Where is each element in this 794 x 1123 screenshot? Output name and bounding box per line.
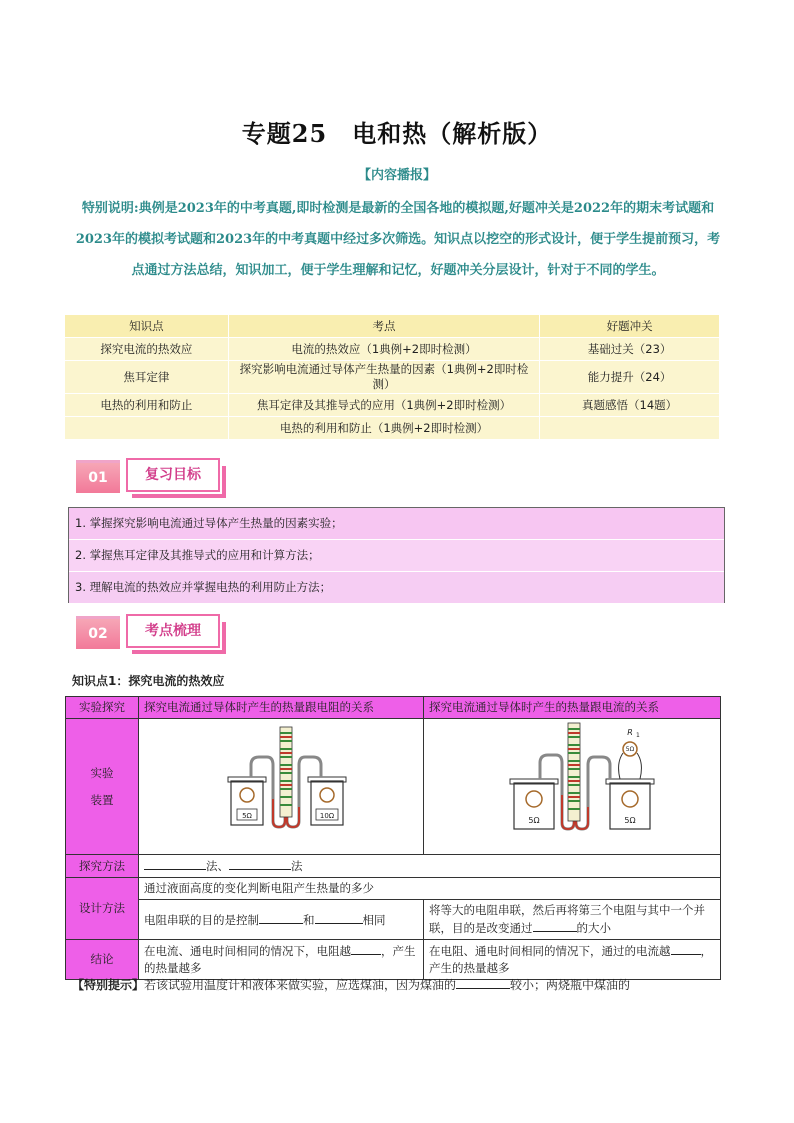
device-row xyxy=(66,719,721,855)
label-line: 实验 xyxy=(90,765,114,780)
conclusion-text: 在电流、通电时间相同的情况下，电阻越 xyxy=(144,944,351,958)
conclusion-text: ，产生的热量越多 xyxy=(144,944,416,975)
parallel-resistor-name: R xyxy=(627,728,633,737)
table-cell: 焦耳定律 xyxy=(65,361,229,394)
design-text: 相同 xyxy=(362,912,386,927)
table-cell: 电热的利用和防止 xyxy=(65,394,229,417)
overview-header-row xyxy=(65,315,720,338)
knowledge-point-title: 知识点1：探究电流的热效应 xyxy=(72,674,225,688)
header-cell: 探究电流通过导体时产生的热量跟电阻的关系 xyxy=(139,697,424,719)
method-text-b: 法 xyxy=(291,859,303,873)
row-label: 设计方法 xyxy=(66,878,139,940)
goal-item: 3. 理解电流的热效应并掌握电热的利用防止方法； xyxy=(69,572,724,603)
header-cell: 好题冲关 xyxy=(540,315,720,338)
apparatus-current-figure xyxy=(424,719,720,849)
design-row xyxy=(66,878,721,900)
label-line: 装置 xyxy=(90,792,114,807)
row-label: 探究方法 xyxy=(66,855,139,878)
tip-text: 较小；两烧瓶中煤油的 xyxy=(510,978,631,992)
table-cell xyxy=(540,417,720,440)
fill-blank[interactable] xyxy=(144,857,206,870)
row-label: 结论 xyxy=(66,940,139,980)
experiment-table xyxy=(65,696,721,980)
conclusion-cell-left xyxy=(139,940,424,980)
design-text: 电阻串联的目的是控制 xyxy=(144,912,259,927)
design-row-2 xyxy=(66,900,721,940)
header-cell: 实验探究 xyxy=(66,697,139,719)
goal-item: 1. 掌握探究影响电流通过导体产生热量的因素实验； xyxy=(69,508,724,540)
design-cell-left xyxy=(139,900,424,940)
right-resistor-label: 5Ω xyxy=(624,816,636,825)
parallel-resistor-subscript: 1 xyxy=(636,732,640,739)
device-figure-cell xyxy=(139,719,424,855)
table-cell: 能力提升（24） xyxy=(540,361,720,394)
table-row xyxy=(65,361,720,394)
conclusion-text: 在电阻、通电时间相同的情况下，通过的电流越 xyxy=(429,944,671,958)
fill-blank[interactable] xyxy=(671,942,701,955)
left-resistor-label: 5Ω xyxy=(528,816,540,825)
conclusion-text: ，产生的热量越多 xyxy=(429,944,712,975)
table-cell: 电热的利用和防止（1典例+2即时检测） xyxy=(228,417,539,440)
table-cell: 焦耳定律及其推导式的应用（1典例+2即时检测） xyxy=(228,394,539,417)
review-goals-box xyxy=(68,507,725,603)
fill-blank[interactable] xyxy=(229,857,291,870)
overview-table xyxy=(64,314,720,440)
method-text-a: 法、 xyxy=(206,859,229,873)
left-resistor-label: 5Ω xyxy=(242,812,252,820)
section-number: 02 xyxy=(76,616,120,649)
device-figure-cell xyxy=(424,719,721,855)
table-row xyxy=(65,338,720,361)
goal-item: 2. 掌握焦耳定律及其推导式的应用和计算方法； xyxy=(69,540,724,572)
intro-paragraph: 特别说明:典例是2023年的中考真题,即时检测是最新的全国各地的模拟题,好题冲关是2022年的期末考试题和2023年的模拟考试题和2023年的中考真题中经过多次筛选。知识点以挖空的形式设计，便于学生提前预习，考点通过方法总结，知识加工，便于学生理解和记忆，好题冲关分层设计，针对于不同的学生。 xyxy=(75,201,721,278)
table-cell: 真题感悟（14题） xyxy=(540,394,720,417)
method-cell xyxy=(139,855,721,878)
header-cell: 知识点 xyxy=(65,315,229,338)
header-cell: 考点 xyxy=(228,315,539,338)
design-text: 的大小 xyxy=(576,921,611,935)
parallel-resistor-label: 5Ω xyxy=(625,746,635,753)
table-cell: 基础过关（23） xyxy=(540,338,720,361)
experiment-header-row xyxy=(66,697,721,719)
right-resistor-label: 10Ω xyxy=(319,812,335,820)
method-row xyxy=(66,855,721,878)
table-cell: 电流的热效应（1典例+2即时检测） xyxy=(228,338,539,361)
fill-blank[interactable] xyxy=(456,976,510,989)
fill-blank[interactable] xyxy=(533,919,577,932)
conclusion-row xyxy=(66,940,721,980)
content-banner: 【内容播报】 xyxy=(357,168,436,183)
section-number: 01 xyxy=(76,460,120,493)
header-cell: 探究电流通过导体时产生的热量跟电流的关系 xyxy=(424,697,721,719)
table-cell: 探究影响电流通过导体产生热量的因素（1典例+2即时检测） xyxy=(228,361,539,394)
tip-label: 【特别提示】 xyxy=(72,978,145,992)
section-badge-key-points xyxy=(72,612,220,652)
table-row xyxy=(65,394,720,417)
section-label: 复习目标 xyxy=(126,458,220,492)
table-row xyxy=(65,417,720,440)
conclusion-cell-right xyxy=(424,940,721,980)
fill-blank[interactable] xyxy=(315,911,363,924)
section-badge-review-goals xyxy=(72,456,220,496)
fill-blank[interactable] xyxy=(351,942,381,955)
fill-blank[interactable] xyxy=(259,911,303,924)
section-label: 考点梳理 xyxy=(126,614,220,648)
design-text: 将等大的电阻串联，然后再将第三个电阻与其中一个并联，目的是改变通过 xyxy=(429,903,705,935)
apparatus-resistance-figure xyxy=(139,719,423,849)
row-label xyxy=(66,719,139,855)
design-cell: 通过液面高度的变化判断电阻产生热量的多少 xyxy=(139,878,721,900)
design-text: 和 xyxy=(303,912,315,927)
tip-text: 若该试验用温度计和液体来做实验，应选煤油，因为煤油的 xyxy=(144,978,457,992)
special-tip xyxy=(72,976,630,993)
table-cell xyxy=(65,417,229,440)
design-cell-right xyxy=(424,900,721,940)
table-cell: 探究电流的热效应 xyxy=(65,338,229,361)
page-title: 专题25 电和热（解析版） xyxy=(241,119,553,148)
